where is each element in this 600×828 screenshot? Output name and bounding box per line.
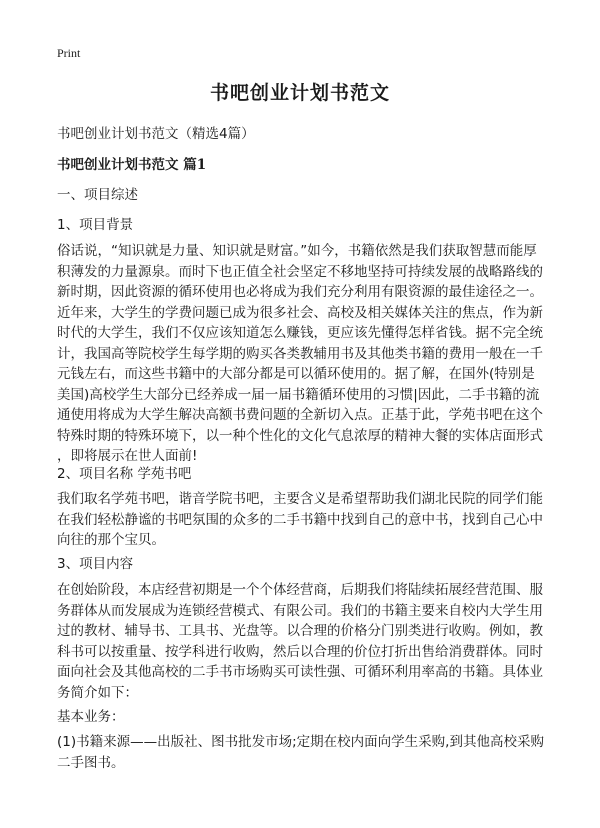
subheading-background: 1、项目背景 <box>57 217 134 233</box>
text-line: 在创始阶段，本店经营初期是一个个体经营商，后期我们将陆续拓展经营范围、服 <box>57 582 543 598</box>
page-title: 书吧创业计划书范文 <box>209 82 390 104</box>
basic-business-label: 基本业务： <box>57 709 125 725</box>
text-line: 元钱左右，而这些书籍中的大部分都是可以循环使用的。据了解，在国外(特别是 <box>57 366 535 382</box>
text-line: 二手图书。 <box>57 754 125 771</box>
print-label: Print <box>57 46 81 60</box>
text-line: (1)书籍来源——出版社、图书批发市场;定期在校内面向学生采购,到其他高校采购 <box>57 734 544 750</box>
text-line: 科书可以按重量、按学科进行收购，然后以合理的价位打折出售给消费群体。同时 <box>57 643 543 660</box>
subheading-project-content: 3、项目内容 <box>57 556 134 572</box>
text-line: 向往的那个宝贝。 <box>57 532 165 548</box>
paragraph-background <box>57 241 547 467</box>
text-line: 新时期，因此资源的循环使用也必将成为我们充分利用有限资源的最佳途径之一。 <box>57 284 543 300</box>
text-line: 积薄发的力量源泉。而时下也正值全社会坚定不移地坚持可持续发展的战略路线的 <box>57 263 543 280</box>
text-line: 在我们轻松静谧的书吧氛围的众多的二手书籍中找到自己的意中书，找到自己心中 <box>57 511 543 528</box>
text-line: 时代的大学生，我们不仅应该知道怎么赚钱，更应该先懂得怎样省钱。据不完全统 <box>57 325 543 341</box>
text-line: 特殊时期的特殊环境下，以一种个性化的文化气息浓厚的精神大餐的实体店面形式 <box>57 427 543 444</box>
paragraph-book-sources <box>57 732 547 773</box>
paragraph-project-content <box>57 580 547 703</box>
text-line: 我们取名学苑书吧，谐音学院书吧，主要含义是希望帮助我们湖北民院的同学们能 <box>57 491 543 507</box>
text-line: 俗话说，“知识就是力量、知识就是财富。”如今，书籍依然是我们获取智慧而能厚 <box>57 243 537 259</box>
chapter-heading: 书吧创业计划书范文 篇1 <box>57 157 207 173</box>
text-line: 面向社会及其他高校的二手书市场购买可读性强、可循环利用率高的书籍。具体业 <box>57 664 543 680</box>
paragraph-project-name <box>57 489 547 551</box>
text-line: 务群体从而发展成为连锁经营模式、有限公司。我们的书籍主要来自校内大学生用 <box>57 602 543 619</box>
text-line: 通使用将成为大学生解决高额书费问题的全新切入点。正基于此，学苑书吧在这个 <box>57 407 543 423</box>
text-line: ，即将展示在世人面前! <box>57 448 198 464</box>
text-line: 美国)高校学生大部分已经养成一届一届书籍循环使用的习惯|因此，二手书籍的流 <box>57 386 540 403</box>
subheading-project-name: 2、项目名称 学苑书吧 <box>57 466 192 482</box>
text-line: 务简介如下： <box>57 684 138 701</box>
subtitle: 书吧创业计划书范文（精选4篇） <box>57 126 255 142</box>
text-line: 近年来，大学生的学费问题已成为很多社会、高校及相关媒体关注的焦点，作为新 <box>57 304 543 321</box>
text-line: 过的教材、辅导书、工具书、光盘等。以合理的价格分门别类进行收购。例如，教 <box>57 623 543 639</box>
text-line: 计，我国高等院校学生每学期的购买各类教辅用书及其他类书籍的费用一般在一千 <box>57 345 543 362</box>
section-heading-overview: 一、项目综述 <box>57 187 138 203</box>
